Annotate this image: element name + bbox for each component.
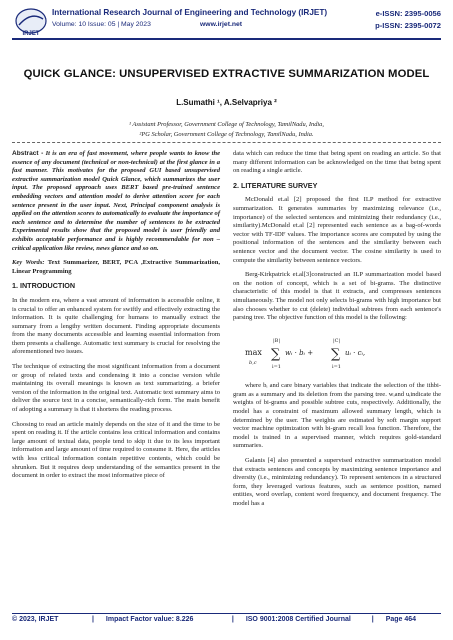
p-issn: p-ISSN: 2395-0072 [375,21,441,30]
lit-paragraph-1: McDonald et.al [2] proposed the first ILP method for extractive summarization. It generates summaries by maximizing relevance (i.e., importance) of the selected sentences and minimizing their redundancy (i.e., similarity).McDonald et.al [2] represented each sentence as a bag-of-words vector with TF-IDF values. The importance scores are computed by using the positional information of the sentences and the similarity between each sentence vector and the document vector. The cosine similarity is used to compute the similarity between sentence vectors. [233,196,441,264]
intro-paragraph-3: Choosing to read an article mainly depends on the size of it and the time to be spent on reading it. If the article contains less critical information and contains large amount of textual data, people tend to skip it due to its less important information and large amount of time required to consume it. Here, the articles with less critical information contain repetitive contents, which could be shrunken. But it requires deep understanding of the semantics present in the document in order to extract the most informative piece of [12,420,220,480]
eq-sigma-1: ∑ [271,346,281,362]
journal-footer [12,616,441,623]
paper-title: QUICK GLANCE: UNSUPERVISED EXTRACTIVE SUMMARIZATION MODEL [23,68,430,80]
irjet-logo-icon [14,7,48,37]
volume-line [52,21,243,28]
affiliation-2: ²PG Scholar, Government College of Technology, TamilNadu, India. [139,131,314,138]
section-separator [12,142,441,143]
abstract [12,150,220,253]
eq-term2: uᵢ · cᵢ, [345,348,366,357]
eq-sum2-top: |C| [333,337,341,344]
intro-paragraph-2: The technique of extracting the most significant information from a document or group of related texts and condensing it into a concise version while maintaining its overall meanings is known as text summarizing. a briefer version of the information in the original text. Automatic text summary aims to deliver the source text in a concise, semantically-rich form. The main benefit of adopting a summary is that it shortens the reading process. [12,363,220,414]
left-column [12,150,220,487]
abstract-label: Abstract - [12,150,44,157]
footer-copyright: © 2023, IRJET [12,616,59,623]
e-issn: e-ISSN: 2395-0056 [375,9,441,18]
intro-heading: 1. INTRODUCTION [12,281,76,291]
lit-paragraph-4: Galanis [4] also presented a supervised extractive summarization model that extracts sentences and concepts by maximizing sentence importance and diversity (i.e., minimizing redundancy). To represent sentences in a structured form, they leveraged various features, such as sentence position, named entities, word overlap, content word frequency, and document frequency. The model has a [233,457,441,507]
eq-max-sub: b,c [249,359,257,366]
volume-issue: Volume: 10 Issue: 05 | May 2023 [52,21,151,28]
continued-paragraph: data which can reduce the time that being spent on reading an article. So that many different information can be acknowledged on the time that being spent on reading a single article. [233,150,441,175]
header-divider [12,38,441,40]
keywords-text: Text Summarizer, BERT, PCA ,Extractive Summarization, Linear Programming [12,259,220,275]
footer-impact-factor: Impact Factor value: 8.226 [105,616,194,623]
intro-paragraph-1: In the modern era, where a vast amount of information is accessible online, it is crucial to offer an enhanced system for swiftly and effectively extracting the information. It is quite challenging for humans to manually extract the summary from a lengthy written document. Finding appropriate documents from the many documents accessible and learning essential information from them presents a challenge. Automatic text summary is crucial for resolving the aforementioned two issues. [12,296,220,356]
eq-sum1-top: |B| [273,337,281,344]
literature-heading: 2. LITERATURE SURVEY [233,180,318,190]
footer-sep-2: | [231,616,234,623]
keywords-label: Key Words: [12,259,45,267]
footer-sep-1: | [91,616,94,623]
eq-term1: wᵢ · bᵢ + [285,348,314,357]
eq-sum1-bottom: i=1 [272,363,281,370]
journal-header [0,0,453,62]
affiliation-1: ¹ Assistant Professor, Government College of Technology, TamilNadu, India, [129,121,324,128]
footer-sep-3: | [371,616,374,623]
abstract-text: It is an era of fast movement, where people wants to know the essence of any document (technical or non-technical) at the first glance in a fast manner. This motivates for the proposed GUI based unsupervised extractive summarization model Quick Glance, which summarizes the user input. The proposed approach uses BERT based pre-trained sentence embedding vectors and attention model to derive attention score for each sentence present in the user input. Next, Principal component analysis is applied on the attention scores to automatically to evaluate the importance of each sentence and to determine the number of sentences to be extracted Experimental results show that the proposed model is user friendly and exhibits acceptable performance and is highly recommendable for non – critical application like review, news glance and so on. [12,150,221,252]
right-column [233,150,441,515]
keywords [12,259,220,276]
eq-max: max [245,347,262,357]
eq-sum2-bottom: i=1 [332,363,341,370]
footer-page-number: Page 464 [385,616,417,623]
paper-authors: L.Sumathi ¹, A.Selvapriya ² [176,98,277,107]
objective-equation [243,333,393,373]
lit-paragraph-3: where bᵢ and care binary variables that indicate the selection of the ithbi-gram as a summary and its deletion from the parsing tree. wᵢand uᵢindicate the weights of bi-grams and possible subtree cuts, respectively. Additionally, the model has a constraint of maximum allowed summary length, which is determined by the user. The weights are estimated by soft margin support vector machine optimization with bi-gram recall loss function. Therefore, the model is trained in a supervised manner, which requires gold-standard summaries. [233,382,441,450]
journal-title: International Research Journal of Engineering and Technology (IRJET) [52,8,328,17]
footer-divider [12,613,441,614]
journal-website-link[interactable]: www.irjet.net [200,21,243,28]
logo-text: IRJET [22,31,40,37]
lit-paragraph-2: Berg-Kirkpatrick et.al[3]constructed an ILP summarization model based on the notion of concept, which is a set of bi-grams. The distinctive characteristic of this model is that it extracts, and compresses sentences simultaneously. The model not only selects bi-grams with high importance but also chooses whether to cut (delete) individual subtrees from each sentence's parsing tree. The objective function of this model is the following: [233,271,441,322]
footer-iso: ISO 9001:2008 Certified Journal [245,616,351,623]
eq-sigma-2: ∑ [331,346,341,362]
